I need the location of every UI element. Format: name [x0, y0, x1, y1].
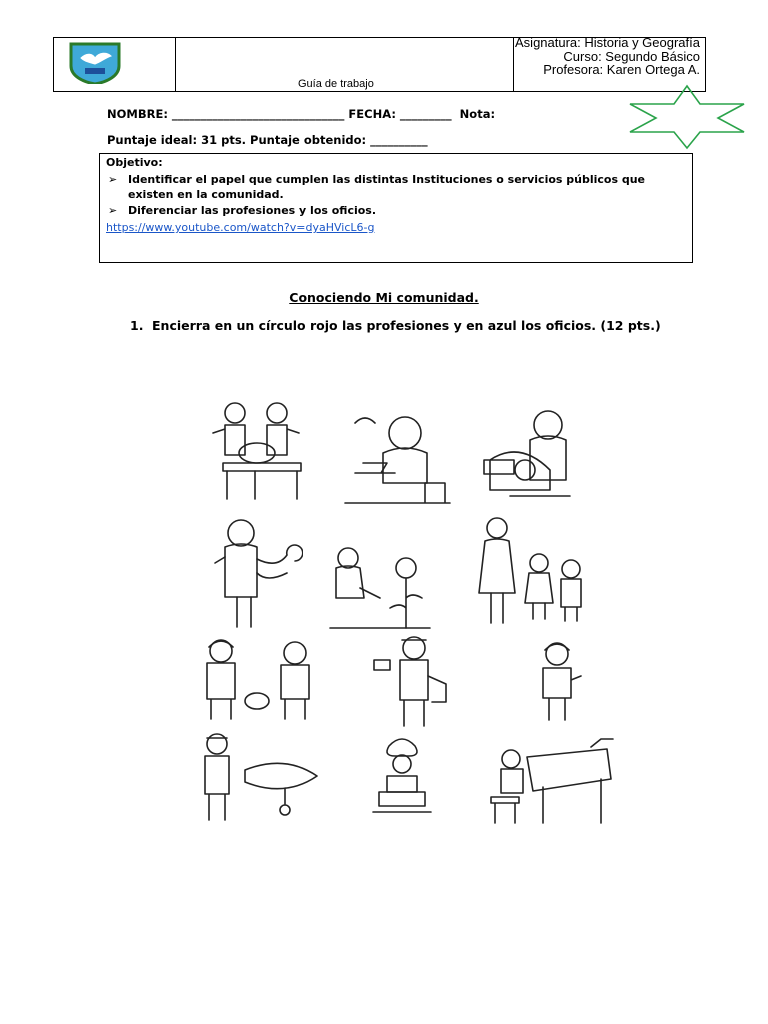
- baker-icon: [365, 732, 440, 822]
- course-info: [510, 36, 700, 77]
- score-line: Puntaje ideal: 31 pts. Puntaje obtenido: __________: [107, 133, 428, 147]
- worksheet-label: Guía de trabajo: [298, 78, 374, 90]
- teacher-icon: [467, 513, 597, 628]
- architect-icon: [483, 737, 621, 827]
- builder-icon: [527, 640, 587, 725]
- objective-item-text: Diferenciar las profesiones y los oficios.: [128, 204, 377, 217]
- video-link[interactable]: https://www.youtube.com/watch?v=dyaHVicL6-g: [106, 221, 375, 234]
- doctor-icon: [203, 513, 303, 631]
- subject-text: Asignatura: Historia y Geografía: [515, 35, 700, 50]
- objective-box: [99, 153, 693, 263]
- question-number: 1.: [130, 318, 144, 333]
- question-text: Encierra en un círculo rojo las profesiones y en azul los oficios. (12 pts.): [152, 318, 661, 333]
- grade-star-icon: [628, 84, 746, 150]
- gardener-icon: [320, 538, 440, 633]
- shoemaker-icon: [335, 403, 460, 508]
- objective-item-2: [108, 204, 377, 217]
- section-title: Conociendo Mi comunidad.: [289, 290, 479, 305]
- objective-heading: Objetivo:: [106, 156, 163, 169]
- school-crest-icon: [67, 40, 123, 84]
- objective-item-1: [108, 172, 686, 202]
- course-text: Curso: Segundo Básico: [563, 48, 700, 64]
- name-date-line: NOMBRE: ______________________________ FECHA: _________ Nota:: [107, 107, 496, 121]
- pilot-icon: [195, 730, 325, 825]
- bullet-arrow-icon: ➢: [108, 173, 118, 186]
- logo-cell: [54, 38, 176, 91]
- construction-workers-icon: [195, 635, 325, 723]
- objective-item-text: Identificar el papel que cumplen las distintas Instituciones o servicios públicos que existen en la comunidad.: [128, 173, 646, 201]
- teacher-text: Profesora: Karen Ortega A.: [543, 62, 700, 77]
- mail-carrier-icon: [368, 630, 463, 730]
- bullet-arrow-icon: ➢: [108, 204, 118, 217]
- header-table: [53, 37, 706, 92]
- veterinarians-icon: [195, 393, 325, 503]
- question-1: [130, 316, 686, 335]
- dentist-icon: [470, 400, 585, 505]
